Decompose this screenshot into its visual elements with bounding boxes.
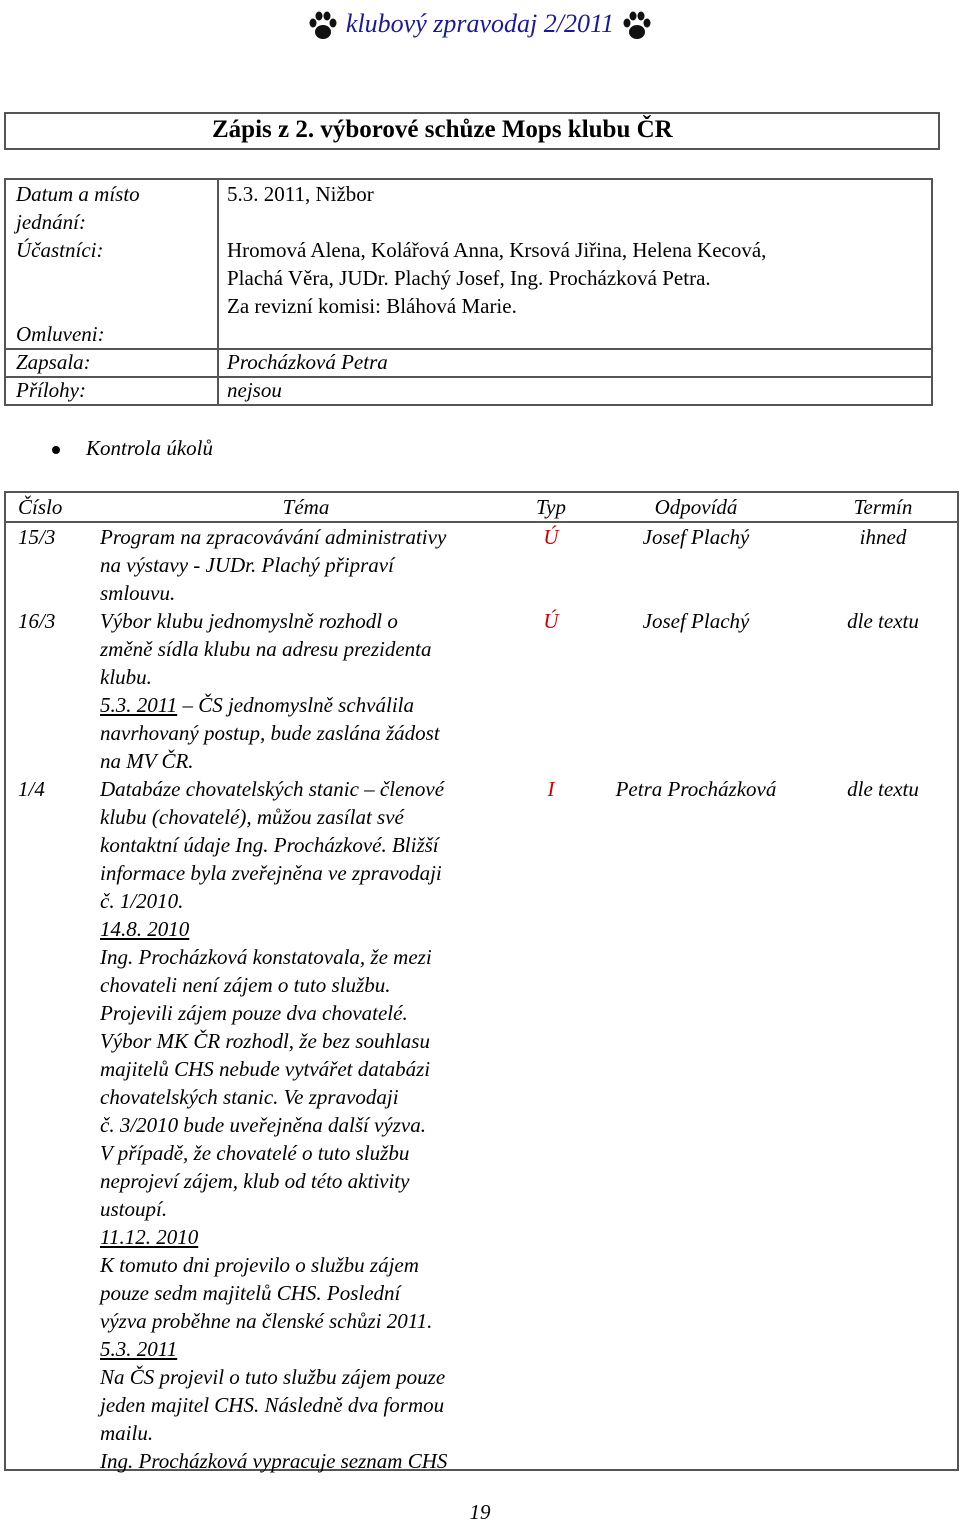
attachments-value: nejsou	[227, 378, 282, 402]
history-line: Ing. Procházková vypracuje seznam CHS	[100, 1449, 448, 1473]
info-row-recorder	[6, 348, 931, 378]
row-theme-line: klubu.	[100, 665, 152, 689]
title-box	[4, 112, 940, 150]
meeting-info-table	[4, 178, 933, 406]
history-line: Projevili zájem pouze dva chovatelé.	[100, 1001, 408, 1025]
header-text: klubový zpravodaj 2/2011	[345, 9, 615, 38]
row-theme-line: Program na zpracovávání administrativy	[100, 525, 447, 549]
history-line: V případě, že chovatelé o tuto službu	[100, 1141, 410, 1165]
history-line: pouze sedm majitelů CHS. Poslední	[100, 1281, 401, 1305]
history-line: neprojeví zájem, klub od této aktivity	[100, 1169, 410, 1193]
excused-label: Omluveni:	[16, 322, 105, 346]
col-header-type: Typ	[536, 495, 566, 519]
page-header	[0, 4, 960, 44]
row-number: 15/3	[18, 525, 56, 549]
row-theme-line: klubu (chovatelé), můžou zasílat své	[100, 805, 404, 829]
row-theme-line: informace byla zveřejněna ve zpravodaji	[100, 861, 442, 885]
row-type: Ú	[543, 525, 559, 549]
update-date: 5.3. 2011	[100, 693, 178, 717]
row-number: 1/4	[18, 777, 45, 801]
history-line: jeden majitel CHS. Následně dva formou	[100, 1393, 445, 1417]
section-heading-text: Kontrola úkolů	[86, 436, 213, 460]
row-theme-line: na výstavy - JUDr. Plachý připraví	[100, 553, 394, 577]
row-deadline: ihned	[859, 525, 907, 549]
update-text: – ČS jednomyslně schválila	[177, 693, 414, 717]
row-update	[100, 691, 512, 719]
history-line: Ing. Procházková konstatovala, že mezi	[100, 945, 432, 969]
page-number: 19	[469, 1500, 491, 1524]
paw-icon	[308, 10, 338, 42]
col-header-theme: Téma	[282, 495, 330, 519]
history-line: chovateli není zájem o tuto službu.	[100, 973, 391, 997]
history-line: výzva proběhne na členské schůzi 2011.	[100, 1309, 433, 1333]
history-line: č. 3/2010 bude uveřejněna další výzva.	[100, 1113, 426, 1137]
recorder-value: Procházková Petra	[227, 350, 388, 374]
col-header-deadline: Termín	[853, 495, 913, 519]
section-heading	[52, 436, 213, 461]
row-type: I	[547, 777, 555, 801]
row-number: 16/3	[18, 609, 56, 633]
row-deadline: dle textu	[847, 609, 919, 633]
history-line: majitelů CHS nebude vytvářet databázi	[100, 1057, 431, 1081]
participants-line: Hromová Alena, Kolářová Anna, Krsová Jiřina, Helena Kecová,	[227, 238, 767, 262]
row-theme-line: Výbor klubu jednomyslně rozhodl o	[100, 609, 398, 633]
history-line: chovatelských stanic. Ve zpravodaji	[100, 1085, 399, 1109]
participants-label: Účastníci:	[16, 238, 104, 262]
row-responsible: Petra Procházková	[615, 777, 777, 801]
row-type: Ú	[543, 609, 559, 633]
history-line: K tomuto dni projevilo o službu zájem	[100, 1253, 419, 1277]
attachments-label: Přílohy:	[16, 378, 86, 402]
history-date: 11.12. 2010	[100, 1225, 199, 1249]
date-label: Datum a místo jednání:	[16, 182, 140, 234]
history-date: 14.8. 2010	[100, 917, 190, 941]
row-responsible: Josef Plachý	[642, 525, 750, 549]
history-line: ustoupí.	[100, 1197, 168, 1221]
history-date: 5.3. 2011	[100, 1337, 178, 1361]
row-theme-line: Databáze chovatelských stanic – členové	[100, 777, 445, 801]
participants-line: Plachá Věra, JUDr. Plachý Josef, Ing. Procházková Petra.	[227, 266, 711, 290]
paw-icon	[622, 10, 652, 42]
col-header-number: Číslo	[18, 495, 63, 519]
row-responsible: Josef Plachý	[642, 609, 750, 633]
history-line: mailu.	[100, 1421, 154, 1445]
history-line: Na ČS projevil o tuto službu zájem pouze	[100, 1365, 446, 1389]
document-title: Zápis z 2. výborové schůze Mops klubu ČR	[212, 116, 673, 143]
col-header-responsible: Odpovídá	[654, 495, 738, 519]
history-line: Výbor MK ČR rozhodl, že bez souhlasu	[100, 1029, 430, 1053]
row-theme-line: kontaktní údaje Ing. Procházkové. Bližší	[100, 833, 439, 857]
row-theme-line: smlouvu.	[100, 581, 176, 605]
bullet-icon	[52, 446, 60, 454]
recorder-label: Zapsala:	[16, 350, 91, 374]
participants-line: Za revizní komisi: Bláhová Marie.	[227, 294, 517, 318]
row-theme-line: změně sídla klubu na adresu prezidenta	[100, 637, 432, 661]
tasks-table	[4, 491, 959, 1471]
row-theme-line: č. 1/2010.	[100, 889, 184, 913]
row-update-line: na MV ČR.	[100, 749, 194, 773]
row-update-line: navrhovaný postup, bude zaslána žádost	[100, 721, 440, 745]
date-value: 5.3. 2011, Nižbor	[227, 182, 374, 206]
row-deadline: dle textu	[847, 777, 919, 801]
